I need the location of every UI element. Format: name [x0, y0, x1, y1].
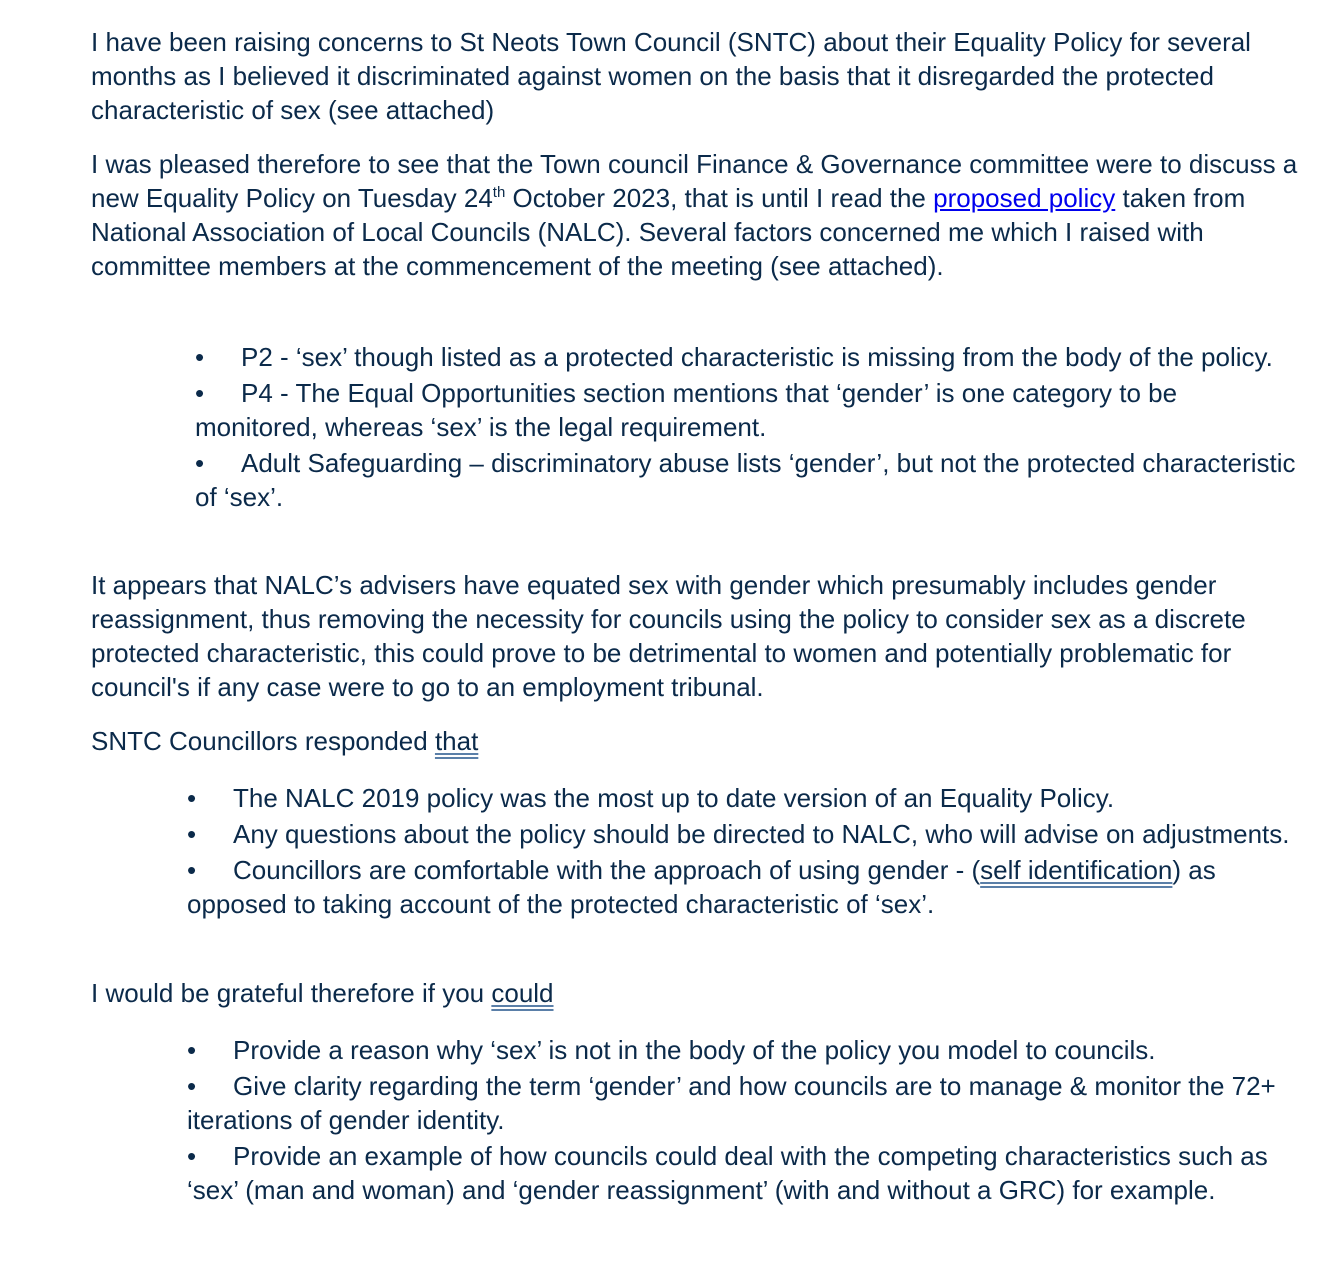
bullet-icon: •: [195, 378, 205, 408]
list-item-text: Provide an example of how councils could deal with the competing characteristics such as ‘sex’ (man and woman) and ‘gender reassignment’ (with and without a GRC) for example.: [187, 1141, 1268, 1205]
list-item-text: Adult Safeguarding – discriminatory abuse lists ‘gender’, but not the protected characteristic of ‘sex’.: [195, 448, 1296, 512]
list-item: [187, 853, 1305, 921]
list-item: [195, 446, 1305, 514]
meeting-text-2: October 2023, that is until I read the: [505, 183, 934, 213]
request-intro-text: I would be grateful therefore if you: [91, 978, 492, 1008]
list-item-text: Give clarity regarding the term ‘gender’ and how councils are to manage & monitor the 72+ iterations of gender identity.: [187, 1071, 1276, 1135]
bullet-icon: •: [195, 448, 205, 478]
list-item: [195, 376, 1305, 444]
meeting-text-3: taken from National Association of Local Councils (NALC). Several factors concerned me which I raised with committee members at the commencement of the meeting (see attached).: [91, 183, 1246, 281]
bullet-icon: •: [187, 1141, 197, 1171]
responded-text: SNTC Councillors responded: [91, 726, 435, 756]
list-item-text: Any questions about the policy should be directed to NALC, who will advise on adjustments.: [233, 819, 1290, 849]
list-item: [195, 340, 1305, 374]
underlined-word-that: that: [434, 726, 479, 756]
list-item: [187, 1139, 1305, 1207]
list-item: [187, 1069, 1305, 1137]
responses-list: [187, 781, 1305, 923]
list-item: [187, 1033, 1305, 1067]
meeting-text-1: I was pleased therefore to see that the Town council Finance & Governance committee were to discuss a new Equality Policy on Tuesday 24: [91, 149, 1298, 213]
paragraph-councillors-responded: [91, 724, 1306, 758]
proposed-policy-link[interactable]: proposed policy: [933, 183, 1116, 213]
ordinal-suffix: th: [492, 184, 506, 201]
list-item-text: Councillors are comfortable with the approach of using gender - (: [233, 855, 981, 885]
bullet-icon: •: [187, 819, 197, 849]
underlined-self-identification: self identification: [980, 855, 1173, 885]
list-item-text: P4 - The Equal Opportunities section mentions that ‘gender’ is one category to be monitored, whereas ‘sex’ is the legal requirement.: [195, 378, 1178, 442]
underlined-word-could: could: [491, 978, 554, 1008]
list-item: [187, 817, 1305, 851]
list-item-text: The NALC 2019 policy was the most up to date version of an Equality Policy.: [233, 783, 1115, 813]
list-item-text: Provide a reason why ‘sex’ is not in the body of the policy you model to councils.: [233, 1035, 1156, 1065]
list-item-text: ) as opposed to taking account of the protected characteristic of ‘sex’.: [187, 855, 1216, 919]
list-item-text: P2 - ‘sex’ though listed as a protected characteristic is missing from the body of the policy.: [241, 342, 1273, 372]
concerns-list: [195, 340, 1305, 516]
bullet-icon: •: [187, 1071, 197, 1101]
bullet-icon: •: [187, 1035, 197, 1065]
bullet-icon: •: [195, 342, 205, 372]
bullet-icon: •: [187, 855, 197, 885]
paragraph-meeting: [91, 147, 1306, 283]
paragraph-intro: I have been raising concerns to St Neots Town Council (SNTC) about their Equality Policy for several months as I believed it discriminated against women on the basis that it disregarded the protected characteristic of sex (see attached): [91, 27, 1251, 125]
requests-list: [187, 1033, 1305, 1209]
bullet-icon: •: [187, 783, 197, 813]
paragraph-analysis: It appears that NALC’s advisers have equated sex with gender which presumably includes gender reassignment, thus removing the necessity for councils using the policy to consider sex as a discrete protected characteristic, this could prove to be detrimental to women and potentially problematic for council's if any case were to go to an employment tribunal.: [91, 570, 1246, 702]
list-item: [187, 781, 1305, 815]
paragraph-request-intro: [91, 976, 1306, 1010]
